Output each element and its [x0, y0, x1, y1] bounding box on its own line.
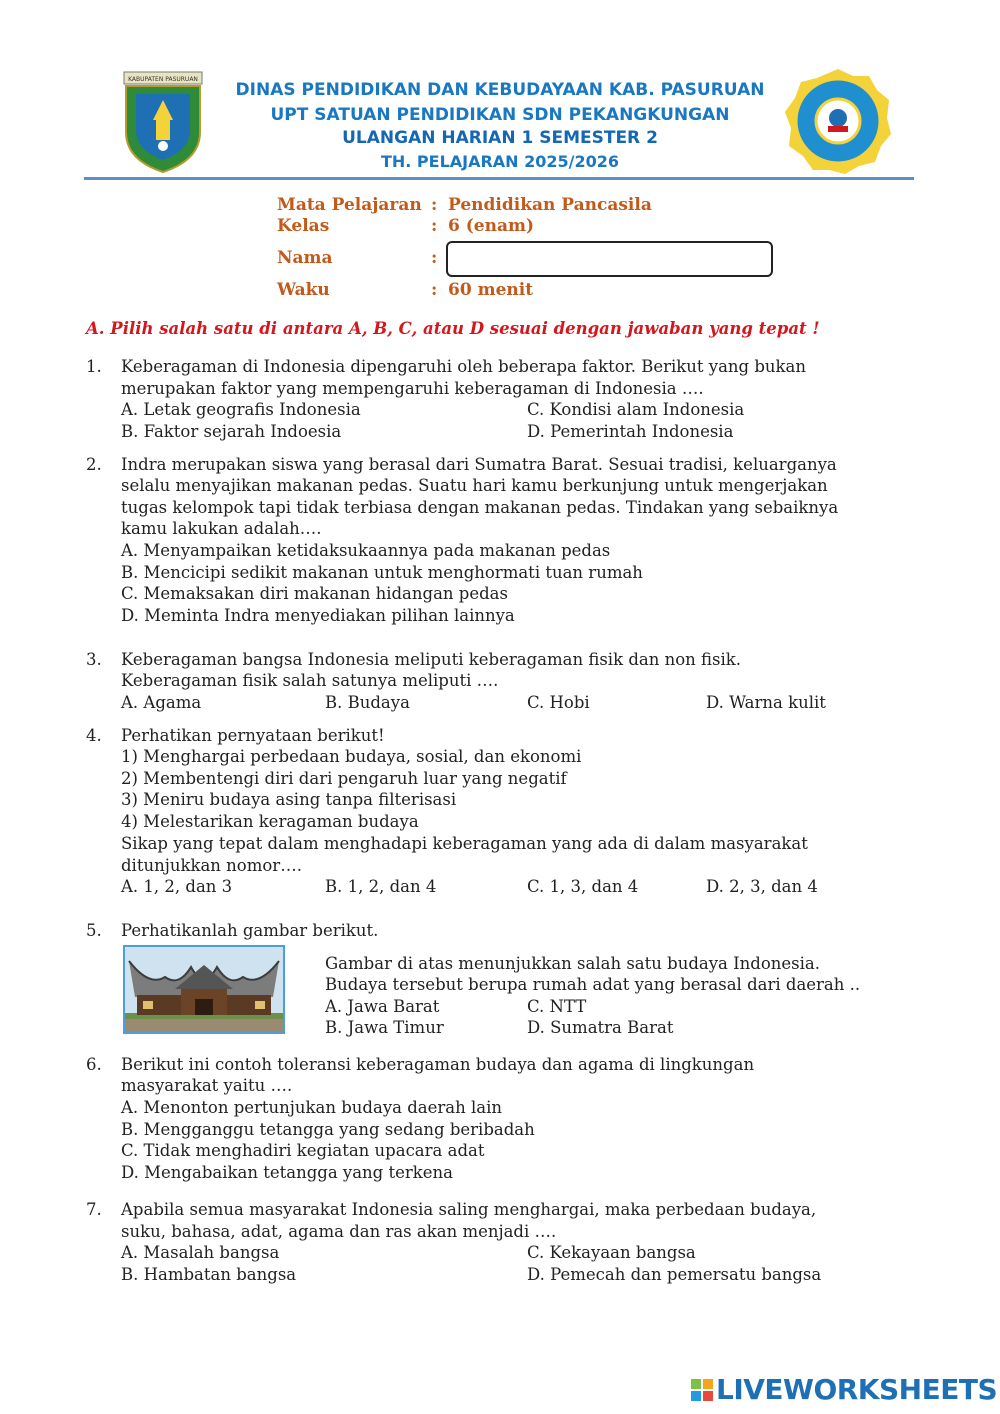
- header-academic-year: TH. PELAJARAN 2025/2026: [380, 152, 620, 171]
- question-number: 5.: [86, 921, 102, 940]
- option-c[interactable]: C. Memaksakan diri makanan hidangan pedas: [121, 584, 508, 603]
- header-agency: DINAS PENDIDIKAN DAN KEBUDAYAAN KAB. PASURUAN: [235, 80, 765, 100]
- option-a[interactable]: A. Letak geografis Indonesia: [121, 400, 361, 419]
- question-text: merupakan faktor yang mempengaruhi keberagaman di Indonesia ….: [121, 379, 704, 398]
- subject-label: Mata Pelajaran: [277, 195, 422, 215]
- question-text: Perhatikan pernyataan berikut!: [121, 726, 385, 745]
- question-text: Keberagaman di Indonesia dipengaruhi oleh beberapa faktor. Berikut yang bukan: [121, 357, 806, 376]
- option-c[interactable]: C. Hobi: [527, 693, 590, 712]
- question-text: masyarakat yaitu ….: [121, 1076, 293, 1095]
- option-b[interactable]: B. Faktor sejarah Indoesia: [121, 422, 342, 441]
- question-text: Keberagaman bangsa Indonesia meliputi keberagaman fisik dan non fisik.: [121, 650, 742, 669]
- name-colon: :: [431, 248, 438, 268]
- option-a[interactable]: A. Menonton pertunjukan budaya daerah lain: [121, 1098, 503, 1117]
- option-b[interactable]: B. Budaya: [325, 693, 410, 712]
- option-b[interactable]: B. Mencicipi sedikit makanan untuk menghormati tuan rumah: [121, 563, 643, 582]
- time-colon: :: [431, 280, 438, 300]
- question-number: 3.: [86, 650, 102, 669]
- subject-value: Pendidikan Pancasila: [448, 195, 652, 215]
- emblem-banner-text: KABUPATEN PASURUAN: [128, 76, 198, 83]
- question-text: tugas kelompok tapi tidak terbiasa dengan makanan pedas. Tindakan yang sebaiknya: [121, 498, 839, 517]
- statement-item: 4) Melestarikan keragaman budaya: [121, 812, 419, 831]
- name-input[interactable]: [446, 241, 773, 277]
- option-a[interactable]: A. Masalah bangsa: [121, 1243, 280, 1262]
- option-b[interactable]: B. 1, 2, dan 4: [325, 877, 437, 896]
- name-label: Nama: [277, 248, 333, 268]
- option-d[interactable]: D. 2, 3, dan 4: [706, 877, 818, 896]
- header-divider: [84, 177, 914, 180]
- option-c[interactable]: C. Kekayaan bangsa: [527, 1243, 696, 1262]
- rumah-gadang-illustration: [125, 947, 283, 1032]
- question-text: Indra merupakan siswa yang berasal dari Sumatra Barat. Sesuai tradisi, keluarganya: [121, 455, 837, 474]
- question-number: 1.: [86, 357, 102, 376]
- option-c[interactable]: C. NTT: [527, 997, 587, 1016]
- section-a-instruction: A. Pilih salah satu di antara A, B, C, atau D sesuai dengan jawaban yang tepat !: [86, 319, 820, 338]
- question-text: suku, bahasa, adat, agama dan ras akan menjadi ….: [121, 1222, 557, 1241]
- question-text: ditunjukkan nomor….: [121, 856, 302, 875]
- option-b[interactable]: B. Jawa Timur: [325, 1018, 444, 1037]
- question-number: 2.: [86, 455, 102, 474]
- option-a[interactable]: A. Jawa Barat: [325, 997, 440, 1016]
- option-d[interactable]: D. Warna kulit: [706, 693, 826, 712]
- time-value: 60 menit: [448, 280, 534, 300]
- question-text: Gambar di atas menunjukkan salah satu budaya Indonesia.: [325, 954, 820, 973]
- liveworksheets-brand[interactable]: LIVEWORKSHEETS: [716, 1373, 998, 1406]
- option-b[interactable]: B. Hambatan bangsa: [121, 1265, 297, 1284]
- question-text: Berikut ini contoh toleransi keberagaman budaya dan agama di lingkungan: [121, 1055, 755, 1074]
- option-c[interactable]: C. Tidak menghadiri kegiatan upacara adat: [121, 1141, 485, 1160]
- liveworksheets-logo-icon: [690, 1373, 714, 1407]
- class-value: 6 (enam): [448, 216, 535, 236]
- question-number: 7.: [86, 1200, 102, 1219]
- option-a[interactable]: A. 1, 2, dan 3: [121, 877, 233, 896]
- question-text: Sikap yang tepat dalam menghadapi keberagaman yang ada di dalam masyarakat: [121, 834, 808, 853]
- question-text: Apabila semua masyarakat Indonesia saling menghargai, maka perbedaan budaya,: [121, 1200, 817, 1219]
- subject-colon: :: [431, 195, 438, 215]
- question-text: Budaya tersebut berupa rumah adat yang berasal dari daerah ..: [325, 975, 861, 994]
- option-d[interactable]: D. Pemecah dan pemersatu bangsa: [527, 1265, 822, 1284]
- question-text: selalu menyajikan makanan pedas. Suatu hari kamu berkunjung untuk mengerjakan: [121, 476, 828, 495]
- time-label: Waku: [277, 280, 330, 300]
- statement-item: 1) Menghargai perbedaan budaya, sosial, dan ekonomi: [121, 747, 582, 766]
- school-badge-icon: [783, 66, 893, 176]
- statement-item: 2) Membentengi diri dari pengaruh luar yang negatif: [121, 769, 567, 788]
- option-d[interactable]: D. Pemerintah Indonesia: [527, 422, 734, 441]
- question-number: 4.: [86, 726, 102, 745]
- question-text: Perhatikanlah gambar berikut.: [121, 921, 379, 940]
- class-label: Kelas: [277, 216, 330, 236]
- header-exam-title: ULANGAN HARIAN 1 SEMESTER 2: [342, 128, 658, 148]
- rumah-gadang-photo: [123, 945, 285, 1034]
- option-d[interactable]: D. Sumatra Barat: [527, 1018, 674, 1037]
- option-b[interactable]: B. Mengganggu tetangga yang sedang beribadah: [121, 1120, 535, 1139]
- option-c[interactable]: C. Kondisi alam Indonesia: [527, 400, 745, 419]
- statement-item: 3) Meniru budaya asing tanpa filterisasi: [121, 790, 457, 809]
- question-text: kamu lakukan adalah….: [121, 519, 322, 538]
- class-colon: :: [431, 216, 438, 236]
- option-a[interactable]: A. Menyampaikan ketidaksukaannya pada makanan pedas: [121, 541, 611, 560]
- option-d[interactable]: D. Meminta Indra menyediakan pilihan lainnya: [121, 606, 515, 625]
- header-school: UPT SATUAN PENDIDIKAN SDN PEKANGKUNGAN: [270, 105, 730, 125]
- option-c[interactable]: C. 1, 3, dan 4: [527, 877, 639, 896]
- pasuruan-regency-emblem-icon: [118, 70, 208, 174]
- option-a[interactable]: A. Agama: [121, 693, 202, 712]
- question-number: 6.: [86, 1055, 102, 1074]
- option-d[interactable]: D. Mengabaikan tetangga yang terkena: [121, 1163, 453, 1182]
- question-text: Keberagaman fisik salah satunya meliputi ….: [121, 671, 499, 690]
